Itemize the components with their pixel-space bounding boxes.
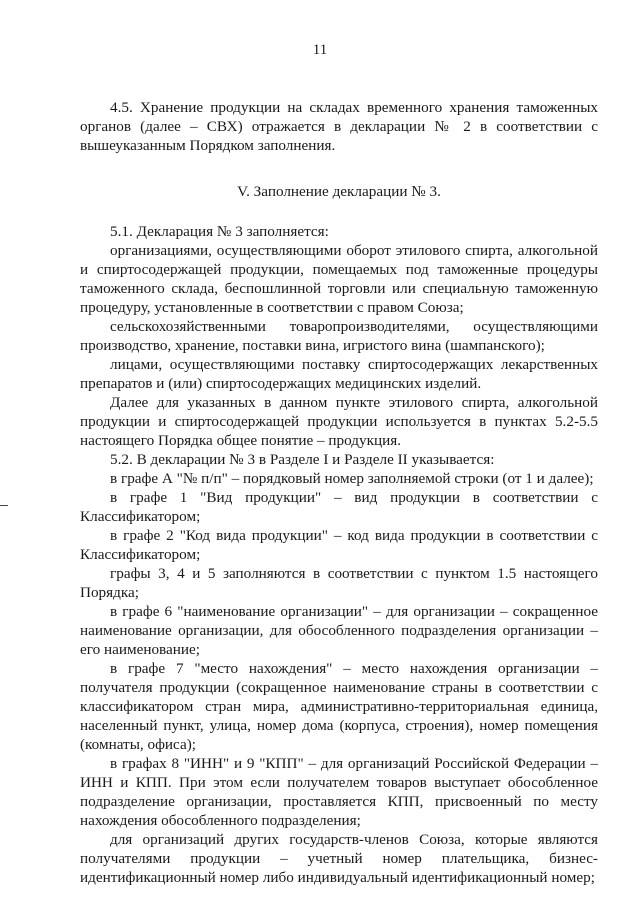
- paragraph: лицами, осуществляющими поставку спиртосодержащих лекарственных препаратов и (или) спиртосодержащих медицинских изделий.: [80, 356, 598, 392]
- page-body: [80, 98, 598, 887]
- paragraph-4-5: 4.5. Хранение продукции на складах временного хранения таможенных органов (далее – СВХ) отражается в декларации № 2 в соответствии с вышеуказанным Порядком заполнения.: [80, 99, 598, 154]
- paragraph: в графе 7 "место нахождения" – место нахождения организации – получателя продукции (сокращенное наименование страны в соответствии с классификатором стран мира, административно-территориальная единица, населенный пункт, улица, номер дома (корпуса, строения), номер помещения (комнаты, офиса);: [80, 660, 598, 753]
- paragraph: для организаций других государств-членов Союза, которые являются получателями продукции – учетный номер плательщика, бизнес-идентификационный номер либо индивидуальный идентификационный номер;: [80, 831, 598, 886]
- paragraph: графы 3, 4 и 5 заполняются в соответствии с пунктом 1.5 настоящего Порядка;: [80, 565, 598, 601]
- page-number: 11: [312, 42, 328, 58]
- paragraph: в графе 6 "наименование организации" – для организации – сокращенное наименование организации, для обособленного подразделения организации – его наименование;: [80, 603, 598, 658]
- paragraph: Далее для указанных в данном пункте этилового спирта, алкогольной продукции и спиртосодержащей продукции используется в пунктах 5.2-5.5 настоящего Порядка общее понятие – продукция.: [80, 394, 598, 449]
- paragraph: сельскохозяйственными товаропроизводителями, осуществляющими производство, хранение, поставки вина, игристого вина (шампанского);: [80, 318, 598, 354]
- paragraph: 5.1. Декларация № 3 заполняется:: [110, 223, 329, 240]
- paragraph: в графах 8 "ИНН" и 9 "КПП" – для организаций Российской Федерации – ИНН и КПП. При этом если получателем товаров выступает обособленное подразделение организации, проставляется КПП, присвоенный по месту нахождения обособленного подразделения;: [80, 755, 598, 829]
- paragraph: в графе 1 "Вид продукции" – вид продукции в соответствии с Классификатором;: [80, 489, 598, 525]
- margin-mark: [0, 505, 8, 506]
- paragraph: организациями, осуществляющими оборот этилового спирта, алкогольной и спиртосодержащей продукции, помещаемых под таможенные процедуры таможенного склада, беспошлинной торговли или специальную таможенную процедуру, установленные в соответствии с правом Союза;: [80, 242, 598, 316]
- paragraph: в графе А "№ п/п" – порядковый номер заполняемой строки (от 1 и далее);: [110, 470, 594, 487]
- paragraph: 5.2. В декларации № 3 в Разделе I и Разделе II указывается:: [110, 451, 495, 468]
- section-heading: V. Заполнение декларации № 3.: [237, 183, 441, 200]
- paragraph: в графе 2 "Код вида продукции" – код вида продукции в соответствии с Классификатором;: [80, 527, 598, 563]
